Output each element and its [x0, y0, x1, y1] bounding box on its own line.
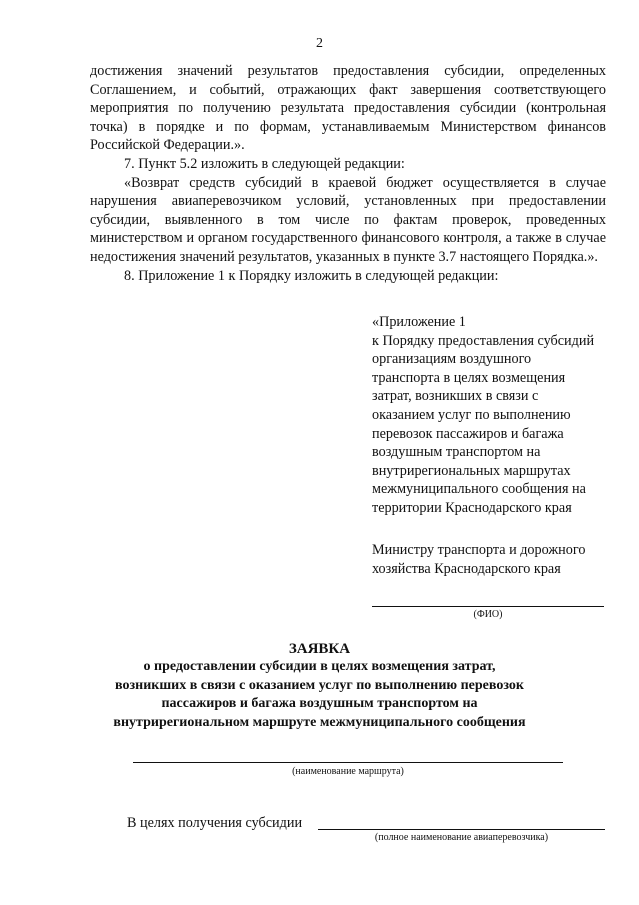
appendix-line: межмуниципального сообщения на	[372, 481, 586, 498]
fio-caption: (ФИО)	[473, 609, 503, 620]
carrier-blank-line	[318, 829, 605, 830]
appendix-line: воздушным транспортом на	[372, 444, 541, 461]
appendix-line: затрат, возникших в связи с	[372, 388, 539, 405]
appendix-line: организациям воздушного	[372, 351, 532, 368]
appendix-line: внутрирегиональных маршрутах	[372, 462, 571, 479]
paragraph-item-7: 7. Пункт 5.2 изложить в следующей редакции:	[124, 155, 405, 172]
addressee-line: хозяйства Краснодарского края	[372, 560, 561, 577]
appendix-line: перевозок пассажиров и багажа	[372, 425, 564, 442]
appendix-line: оказанием услуг по выполнению	[372, 406, 571, 423]
page-number: 2	[316, 36, 323, 51]
carrier-caption: (полное наименование авиаперевозчика)	[374, 832, 549, 843]
appendix-line: транспорта в целях возмещения	[372, 369, 566, 386]
document-title: ЗАЯВКА	[288, 641, 351, 657]
route-blank-line	[133, 762, 563, 763]
addressee	[372, 541, 612, 578]
document-subtitle: о предоставлении субсидии в целях возмещения затрат, возникших в связи с оказанием услуг по выполнению перевозок пассажиров и багажа воздушным транспортом на внутрирегиональном маршруте межмуниципального сообщения	[113, 659, 526, 730]
route-caption: (наименование маршрута)	[292, 766, 404, 777]
appendix-line: территории Краснодарского края	[372, 499, 572, 516]
paragraph-item-8: 8. Приложение 1 к Порядку изложить в следующей редакции:	[124, 267, 499, 284]
appendix-line: «Приложение 1	[372, 314, 466, 330]
paragraph-quote-5-2: «Возврат средств субсидий в краевой бюджет осуществляется в случае нарушения авиаперевозчиком условий, установленных при предоставлении субсидии, выявленного в том числе по фактам проверок, проведенных министерством и органом государственного финансового контроля, а также в случае недостижения значений результатов, указанных в пункте 3.7 настоящего Порядка.».	[90, 174, 606, 265]
appendix-heading	[372, 313, 612, 518]
purpose-label: В целях получения субсидии	[127, 815, 303, 831]
paragraph-continuation: достижения значений результатов предоставления субсидии, определенных Соглашением, и событий, отражающих факт завершения соответствующего мероприятия по получению результата предоставления субсидии (контрольная точка) в порядке и по формам, устанавливаемым Министерством финансов Российской Федерации.».	[90, 63, 606, 154]
fio-blank-line	[372, 606, 604, 607]
appendix-line: к Порядку предоставления субсидий	[372, 332, 595, 349]
addressee-line: Министру транспорта и дорожного	[372, 542, 586, 558]
body-text	[90, 62, 606, 285]
